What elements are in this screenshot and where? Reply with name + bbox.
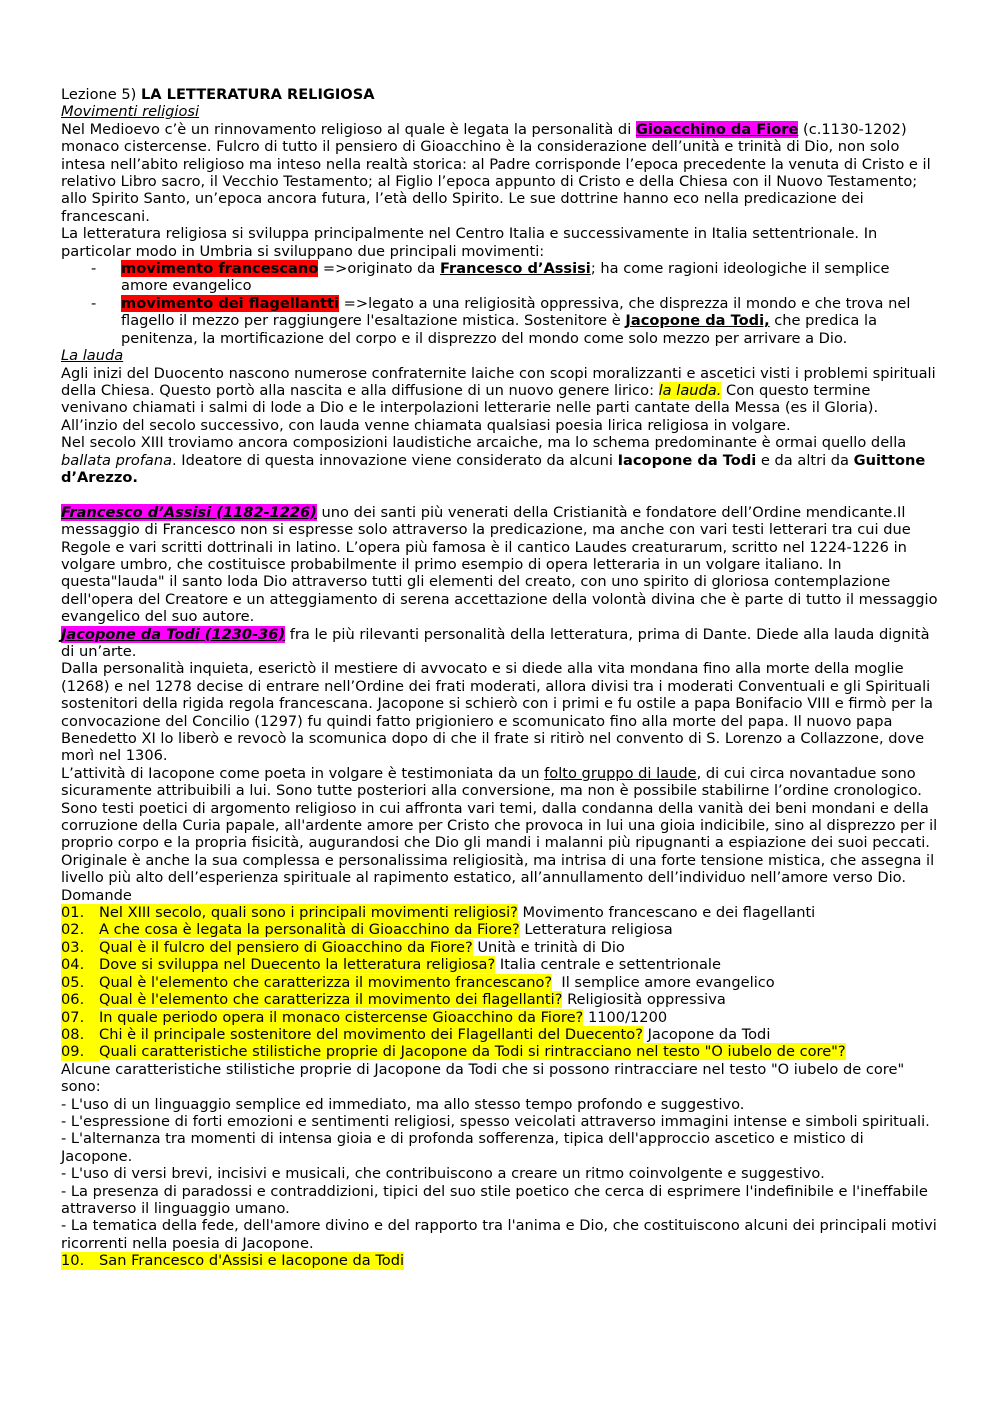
question-number: 08. [61, 1026, 99, 1043]
question-item [61, 991, 939, 1008]
text: Nel secolo XIII troviamo ancora composizioni laudistiche arcaiche, ma lo schema predominante è ormai quello della [61, 434, 907, 452]
movimenti-heading: Movimenti religiosi [61, 103, 200, 121]
question-number: 01. [61, 904, 99, 921]
text: =>originato da [318, 260, 440, 278]
text: fra le più rilevanti personalità della letteratura, prima di Dante. Diede alla lauda dignità di un’arte. [61, 625, 930, 660]
question-text: In quale periodo opera il monaco cistercense Gioacchino da Fiore? [99, 1008, 584, 1026]
question-number: 03. [61, 939, 99, 956]
question-item [61, 939, 939, 956]
text: che predica la penitenza, la mortificazione del corpo e il disprezzo del mondo come solo mezzo per arrivare a Dio. [121, 312, 878, 347]
question-number: 09. [61, 1043, 99, 1060]
text: Nel Medioevo c’è un rinnovamento religioso al quale è legata la personalità di [61, 120, 636, 138]
answer-9-point: - L'alternanza tra momenti di intensa gioia e di profonda sofferenza, tipica dell'approccio ascetico e mistico di Jacopone. [61, 1130, 864, 1165]
answer-9-point: - L'espressione di forti emozioni e sentimenti religiosi, spesso veicolati attraverso immagini intense e simboli spirituali. [61, 1112, 930, 1130]
text: e da altri da [756, 451, 854, 469]
answer-text: Religiosità oppressiva [562, 991, 726, 1009]
domande-heading: Domande [61, 886, 132, 904]
answer-text: Movimento francescano e dei flagellanti [517, 904, 816, 922]
lauda-paragraph-1 [61, 365, 939, 435]
text: , di cui circa novantadue sono sicuramente attribuibili a lui. Sono tutte posteriori alla conversione, ma non è possibile stabilirne l’ordine cronologico. Sono testi poetici di argomento religioso in cui affronta vari temi, dalla condanna della vanità dei beni mondani e della corruzione della Curia papale, all'ardente amore per Cristo che provoca in lui una gioia indicibile, sino al disprezzo per il proprio corpo e la propria fisicità, augurandosi che Dio gli mandi i malanni più ripugnanti a espiazione dei suoi peccati. Originale è anche la sua complessa e personalissima religiosità, ma intrisa di una forte tensione mistica, che assegna il livello più alto dell’esperienza spirituale al rapimento estatico, all’annullamento dell’individuo nell’amore verso Dio. [61, 764, 938, 887]
question-number: 02. [61, 921, 99, 938]
question-item [61, 1009, 939, 1026]
question-item [61, 1252, 939, 1269]
question-text: Qual è il fulcro del pensiero di Gioacchino da Fiore? [99, 938, 473, 956]
lauda-term: la lauda. [658, 381, 722, 399]
lauda-heading: La lauda [61, 347, 124, 365]
questions-list [61, 904, 939, 1061]
francesco-heading: Francesco d’Assisi (1182-1226) [61, 503, 317, 521]
question-number: 10. [61, 1252, 99, 1269]
text: Con questo termine venivano chiamati i salmi di lode a Dio e le interpolazioni letterarie nelle parti cantate della Messa (es il Gloria). All’inzio del secolo successivo, con lauda venne chiamata qualsiasi poesia lirica religiosa in volgare. [61, 381, 879, 434]
text: uno dei santi più venerati della Cristianità e fondatore dell’Ordine mendicante.Il messaggio di Francesco non si espresse solo attraverso la predicazione, ma anche con vari testi letterari tra cui due Regole e vari scritti dottrinali in latino. L’opera più famosa è il cantico Laudes creaturarum, scritto nel 1224-1226 in volgare umbro, che costituisce probabilmente il primo esempio di opera letteraria in un volgare italiano. In questa"lauda" il santo loda Dio attraverso tutti gli elementi del creato, con uno spirito di gloriosa contemplazione dell'opera del Creatore e un atteggiamento di serena accettazione della volontà divina che è parte di tutto il messaggio evangelico del suo autore. [61, 503, 938, 626]
answer-text: Jacopone da Todi [642, 1025, 771, 1043]
question-text: Quali caratteristiche stilistiche proprie di Jacopone da Todi si rintracciano nel testo "O iubelo de core"? [99, 1043, 846, 1061]
text: =>legato a una religiosità oppressiva, che disprezza il mondo e che trova nel flagello il mezzo per raggiungere l'esaltazione mistica. Sostenitore è [121, 294, 911, 330]
list-item [61, 295, 939, 347]
jacopone-paragraph-2: Dalla personalità inquieta, eserictò il mestiere di avvocato e si diede alla vita mondana fino alla morte della moglie (1268) e nel 1278 decise di entrare nell’Ordine dei frati moderati, allora divisi tra i moderati Conventuali e gli Spirituali sostenitori della rigida regola francescana. Jacopone si schierò con i primi e fu ostile a papa Bonifacio VIII e firmò per la convocazione del Concilio (1297) fu quindi fatto prigioniero e scomunicato fino alla morte del papa. Il nuovo papa Benedetto XI lo liberò e revocò la scomunica dopo di che il frate si ritirò nel convento di S. Lorenzo a Collazzone, dove morì nel 1306. [61, 660, 933, 765]
answer-text: 1100/1200 [583, 1008, 668, 1026]
answer-text: Italia centrale e settentrionale [495, 956, 721, 974]
movimento-flagellanti-label: movimento dei flagellantti [121, 294, 339, 312]
question-item [61, 1026, 939, 1043]
question-item [61, 974, 939, 991]
bullet-dash: - [91, 294, 97, 312]
bullet-dash: - [91, 260, 97, 278]
question-text: San Francesco d'Assisi e Iacopone da Todi [99, 1252, 405, 1270]
answer-text: Il semplice amore evangelico [552, 973, 775, 991]
text: . Ideatore di questa innovazione viene considerato da alcuni [172, 451, 618, 469]
answer-text: Letteratura religiosa [519, 921, 673, 939]
text: (c.1130-1202) monaco cistercense. Fulcro di tutto il pensiero di Gioacchino è la considerazione dell’unità e trinità di Dio, non solo intesa nell’abito religioso ma inteso nella realtà storica: al Padre corrisponde l’epoca precedente la venuta di Cristo e il relativo Libro sacro, il Vecchio Testamento; al Figlio l’epoca appunto di Cristo e della Chiesa con il Nuovo Testamento; allo Spirito Santo, un’epoca ancora futura, l’età dello Spirito. Le sue dottrine hanno eco nella predicazione dei francescani. [61, 120, 931, 225]
lesson-title [61, 86, 939, 103]
question-item [61, 1043, 939, 1060]
movimenti-paragraph-1 [61, 121, 939, 225]
laude-group-term: folto gruppo di laude [544, 764, 697, 782]
question-number: 04. [61, 956, 99, 973]
document-page [61, 86, 939, 1270]
lesson-number: Lezione 5) [61, 86, 141, 103]
question-number: 07. [61, 1009, 99, 1026]
question-text: Dove si sviluppa nel Duecento la letteratura religiosa? [99, 956, 496, 974]
question-text: Qual è l'elemento che caratterizza il movimento francescano? [99, 973, 553, 991]
guittone-name: Guittone d’Arezzo. [61, 451, 926, 486]
jacopone-heading: Jacopone da Todi (1230-36) [61, 625, 286, 643]
question-number: 06. [61, 991, 99, 1008]
jacopone-paragraph-1 [61, 626, 939, 661]
text: ; ha come ragioni ideologiche il semplice amore evangelico [121, 260, 890, 295]
question-item [61, 904, 939, 921]
movimento-francescano-label: movimento francescano [121, 260, 319, 278]
gioacchino-name: Gioacchino da Fiore [635, 120, 799, 138]
question-text: Chi è il principale sostenitore del movimento dei Flagellanti del Duecento? [99, 1025, 643, 1043]
jacopone-paragraph-3 [61, 765, 939, 887]
spacer [61, 486, 939, 503]
ballata-term: ballata profana [61, 451, 173, 469]
text: L’attività di Iacopone come poeta in volgare è testimoniata da un [61, 764, 545, 782]
lesson-title-text: LA LETTERATURA RELIGIOSA [140, 86, 375, 103]
answer-9-point: - L'uso di un linguaggio semplice ed immediato, ma allo stesso tempo profondo e suggestivo. [61, 1095, 745, 1113]
answer-9-point: - La tematica della fede, dell'amore divino e del rapporto tra l'anima e Dio, che costituiscono alcuni dei principali motivi ricorrenti nella poesia di Jacopone. [61, 1217, 937, 1252]
answer-9-intro: Alcune caratteristiche stilistiche proprie di Jacopone da Todi che si possono rintracciare nel testo "O iubelo de core" sono: [61, 1060, 905, 1096]
answer-9-point: - L'uso di versi brevi, incisivi e musicali, che contribuiscono a creare un ritmo coinvolgente e suggestivo. [61, 1165, 825, 1183]
francesco-name-inline: Francesco d’Assisi [440, 260, 591, 278]
question-item [61, 921, 939, 938]
lauda-paragraph-2 [61, 434, 939, 486]
answer-text: Unità e trinità di Dio [472, 938, 625, 956]
question-text: Qual è l'elemento che caratterizza il movimento dei flagellanti? [99, 991, 563, 1009]
movimenti-list [61, 260, 939, 347]
answer-9-point: - La presenza di paradossi e contraddizioni, tipici del suo stile poetico che cerca di esprimere l'indefinibile e l'ineffabile attraverso il linguaggio umano. [61, 1182, 928, 1217]
movimenti-paragraph-2: La letteratura religiosa si sviluppa principalmente nel Centro Italia e successivamente in Italia settentrionale. In particolar modo in Umbria si sviluppano due principali movimenti: [61, 225, 878, 260]
iacopone-name: Iacopone da Todi [617, 451, 757, 469]
jacopone-name-inline: Jacopone da Todi, [625, 312, 770, 330]
question-item [61, 956, 939, 973]
list-item [61, 260, 939, 295]
question-text: Nel XIII secolo, quali sono i principali movimenti religiosi? [99, 904, 518, 922]
francesco-paragraph [61, 504, 939, 626]
question-number: 05. [61, 974, 99, 991]
text: Agli inizi del Duocento nascono numerose confraternite laiche con scopi moralizzanti e ascetici visti i problemi spirituali della Chiesa. Questo portò alla nascita e alla diffusione di un nuovo genere lirico: [61, 364, 936, 399]
question-text: A che cosa è legata la personalità di Gioacchino da Fiore? [99, 921, 520, 939]
